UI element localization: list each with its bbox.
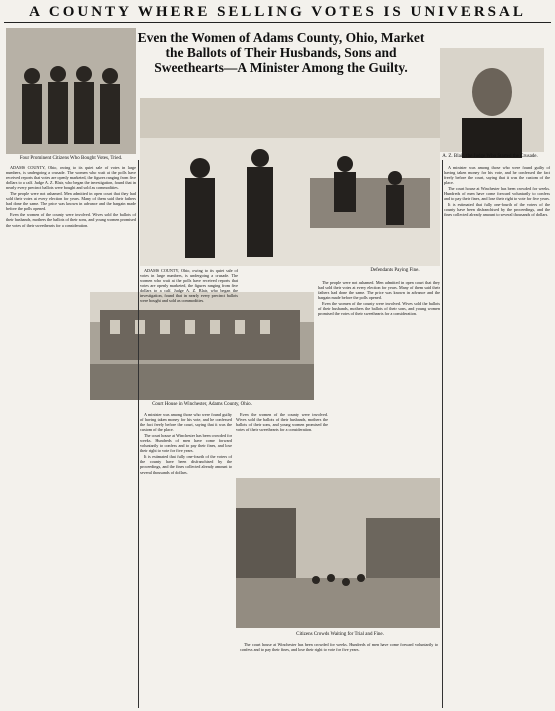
article-column-5: [236, 412, 328, 472]
paragraph: The people were not ashamed. Men admitted in open court that they had sold their votes at every election for years. Many of them said their fathers had done the same. The price was known in advance and the bargain made before the polls opened.: [318, 280, 440, 301]
paragraph: The people were not ashamed. Men admitted in open court that they had sold their votes at every election for years. Many of them said their fathers had done the same. The price was known in advance and the bargain made before the polls opened.: [6, 191, 136, 212]
article-column-6: [240, 642, 438, 707]
paragraph: ADAMS COUNTY, Ohio, owing to its quiet sale of votes in large numbers, is undergoing a crusade. The women who wait at the polls have received reports that votes are openly marketed, the figures ranging from five dollars to a calf. Judge A. Z. Blair, who began the investigation, found that in nearly every precinct ballots were bought and sold as commodities.: [6, 165, 136, 191]
paragraph: A minister was among those who were found guilty of having taken money for his vote, and he confessed the fact freely before the court, saying that it was the custom of the place.: [140, 412, 232, 433]
photo-paying-fine: [140, 98, 440, 266]
caption-court-house: Court House in Winchester, Adams County, Ohio.: [152, 402, 252, 407]
paragraph: The court house at Winchester has been crowded for weeks. Hundreds of men have come forward voluntarily to confess and to pay their fines, and lose their right to vote for five years.: [444, 186, 550, 202]
paragraph: The court house at Winchester has been crowded for weeks. Hundreds of men have come forward voluntarily to confess and to pay their fines, and lose their right to vote for five years.: [240, 642, 438, 653]
article-column-2: [140, 268, 238, 304]
article-column-right: [444, 165, 550, 705]
paragraph: It is estimated that fully one-fourth of the voters of the county have been disfranchised by the proceedings, and the fines collected already amount to several thousands of dollars.: [140, 454, 232, 475]
headline: Even the Women of Adams County, Ohio, Market the Ballots of Their Husbands, Sons and Sweethearts—A Minister Among the Guilty.: [137, 30, 425, 75]
paragraph: The court house at Winchester has been crowded for weeks. Hundreds of men have come forward voluntarily to confess and to pay their fines, and lose their right to vote for five years.: [140, 433, 232, 454]
page-banner: A COUNTY WHERE SELLING VOTES IS UNIVERSAL: [4, 2, 551, 23]
caption-paying-fine: Defendants Paying Fine.: [370, 268, 420, 273]
paragraph: ADAMS COUNTY, Ohio, owing to its quiet sale of votes in large numbers, is undergoing a crusade. The women who wait at the polls have received reports that votes are openly marketed, the figures ranging from five dollars to a calf. Judge A. Z. Blair, who began the investigation, found that in nearly every precinct ballots were bought and sold as commodities.: [140, 268, 238, 304]
article-column-1: [6, 165, 136, 705]
article-column-3: [318, 280, 440, 440]
column-rule: [138, 160, 139, 708]
caption-crowd: Citizens Crowds Waiting for Trial and Fine.: [296, 632, 384, 637]
paragraph: It is estimated that fully one-fourth of the voters of the county have been disfranchised by the proceedings, and the fines collected already amount to several thousands of dollars.: [444, 202, 550, 218]
column-rule: [442, 160, 443, 708]
photo-portrait: [440, 48, 544, 152]
photo-court-house: [90, 292, 314, 400]
caption-portrait: A. Z. Blair, the Judge Who Started the Crusade.: [442, 154, 538, 159]
paragraph: A minister was among those who were found guilty of having taken money for his vote, and he confessed the fact freely before the court, saying that it was the custom of the place.: [444, 165, 550, 186]
paragraph: Even the women of the county were involved. Wives sold the ballots of their husbands, mothers the ballots of their sons, and young women promised the votes of their sweethearts for a consideration.: [318, 301, 440, 317]
paragraph: Even the women of the county were involved. Wives sold the ballots of their husbands, mothers the ballots of their sons, and young women promised the votes of their sweethearts for a consideration.: [236, 412, 328, 433]
paragraph: Even the women of the county were involved. Wives sold the ballots of their husbands, mothers the ballots of their sons, and young women promised the votes of their sweethearts for a consideration.: [6, 212, 136, 228]
caption-purchasers: Four Prominent Citizens Who Bought Votes, Tried.: [19, 156, 123, 161]
photo-crowd: [236, 478, 440, 628]
photo-vote-purchasers: [6, 28, 136, 154]
article-column-4: [140, 412, 232, 707]
